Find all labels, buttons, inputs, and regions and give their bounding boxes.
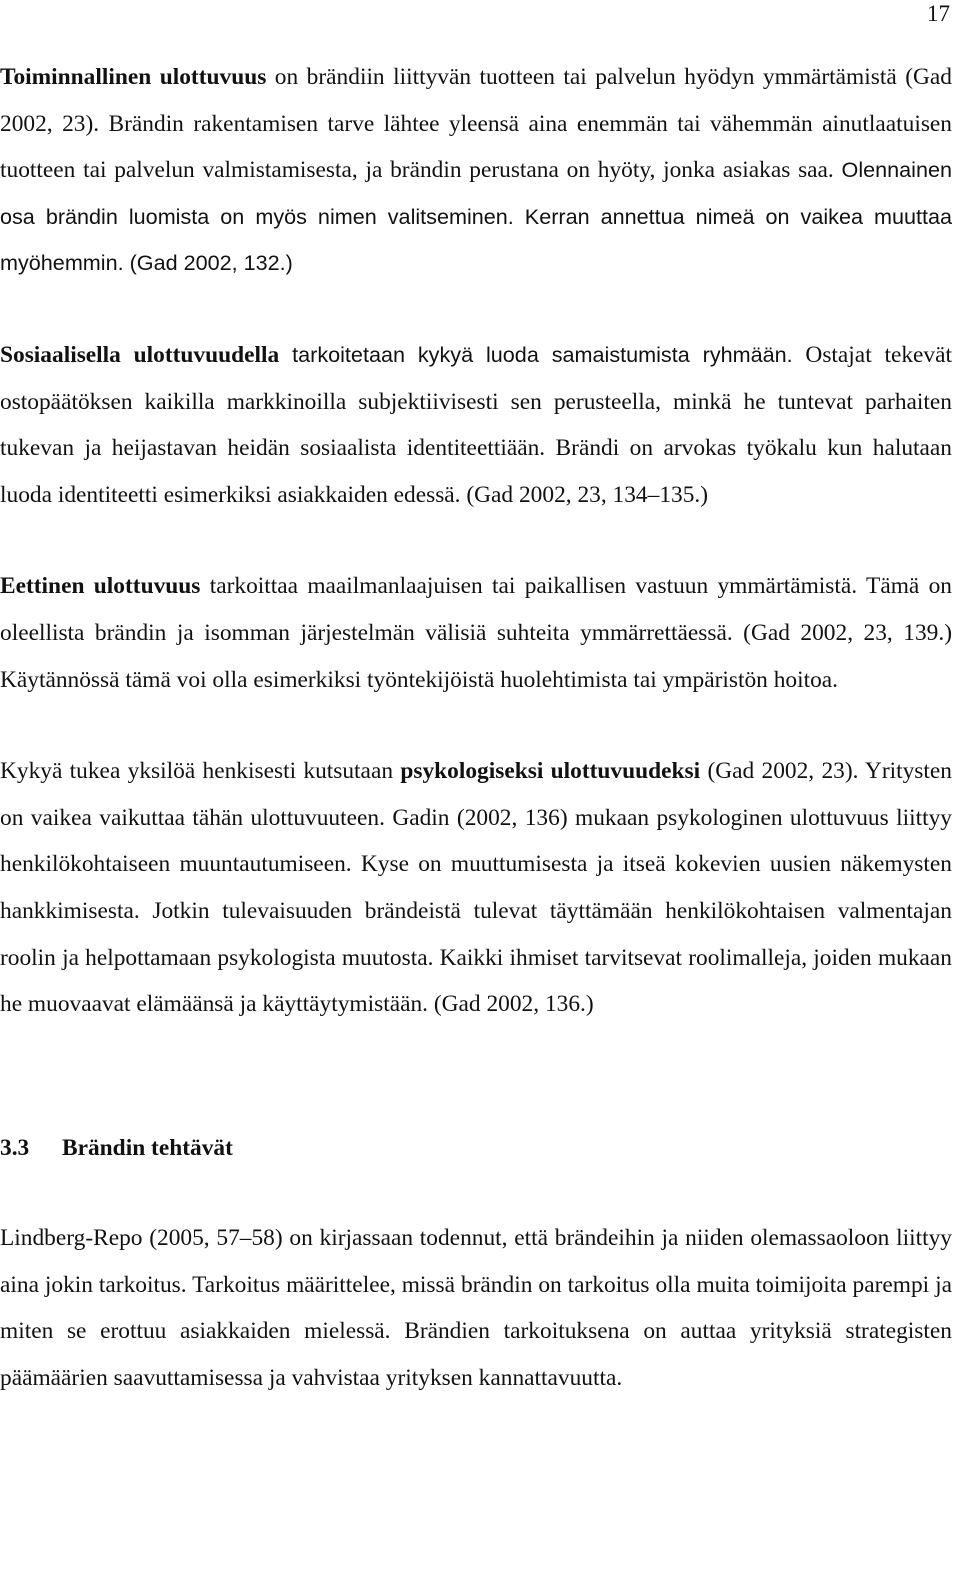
- section-number: 3.3: [0, 1134, 30, 1161]
- paragraph-text: Ostajat tekevät ostopäätöksen kaikilla markkinoilla subjektiivisesti sen perusteella, minkä he tuntevat parhaiten tukevan ja heijastavan heidän sosiaalista identiteettiään. Brändi on arvokas työkalu kun halutaan luoda identiteetti esimerkiksi asiakkaiden edessä. (Gad 2002, 23, 134–135.): [0, 341, 952, 508]
- paragraph-brand-purpose: Lindberg-Repo (2005, 57–58) on kirjassaan todennut, että brändeihin ja niiden olemassaoloon liittyy aina jokin tarkoitus. Tarkoitus määrittelee, missä brändin on tarkoitus olla muita toimijoita parempi ja miten se erottuu asiakkaiden mielessä. Brändien tarkoituksena on auttaa yrityksiä strategisten päämäärien saavuttamisessa ja vahvistaa yrityksen kannattavuutta.: [0, 1225, 952, 1392]
- paragraph-ethical-dimension: [0, 563, 952, 703]
- document-body: [0, 54, 952, 1447]
- paragraph-text: Kykyä tukea yksilöä henkisesti kutsutaan: [0, 758, 401, 785]
- section-title: Brändin tehtävät: [62, 1134, 233, 1161]
- term-psychological-dimension: psykologiseksi ulottuvuudeksi: [400, 758, 701, 785]
- paragraph-text-sans: Olennainen osa brändin luomista on myös nimen valitseminen. Kerran annettua nimeä on vaikea muuttaa myöhemmin. (Gad 2002, 132.): [0, 157, 952, 276]
- paragraph-functional-dimension: [0, 54, 952, 287]
- paragraph-text: (Gad 2002, 23). Yritysten on vaikea vaikuttaa tähän ulottuvuuteen. Gadin (2002, 136) mukaan psykologinen ulottuvuus liittyy henkilökohtaiseen muuntautumiseen. Kyse on muuttumisesta ja itseä kokevien uusien näkemysten hankkimisesta. Jotkin tulevaisuuden brändeistä tulevat täyttämään henkilökohtaisen valmentajan roolin ja helpottamaan psykologista muutosta. Kaikki ihmiset tarvitsevat roolimalleja, joiden mukaan he muovaavat elämäänsä ja käyttäytymistään. (Gad 2002, 136.): [0, 758, 952, 1018]
- paragraph-text: on brändiin liittyvän tuotteen tai palvelun hyödyn ymmärtämistä (Gad 2002, 23). Brändin rakentamisen tarve lähtee yleensä aina enemmän tai vähemmän ainutlaatuisen tuotteen tai palvelun valmistamisesta, ja brändin perustana on hyöty, jonka asiakas saa.: [0, 64, 952, 184]
- paragraph-text-sans: tarkoitetaan kykyä luoda samaistumista ryhmään.: [279, 341, 793, 367]
- paragraph-text: tarkoittaa maailmanlaajuisen tai paikallisen vastuun ymmärtämistä. Tämä on oleellista brändin ja isomman järjestelmän välisiä suhteita ymmärrettäessä. (Gad 2002, 23, 139.) Käytännössä tämä voi olla esimerkiksi työntekijöistä huolehtimista tai ympäristön hoitoa.: [0, 573, 952, 693]
- paragraph-social-dimension: [0, 332, 952, 518]
- term-ethical-dimension: Eettinen ulottuvuus: [0, 573, 201, 600]
- term-social-dimension: Sosiaalisella ulottuvuudella: [0, 341, 280, 368]
- section-heading: [0, 1125, 952, 1172]
- paragraph-psychological-dimension: [0, 748, 952, 1028]
- page-number: 17: [927, 1, 950, 26]
- term-functional-dimension: Toiminnallinen ulottuvuus: [0, 64, 267, 90]
